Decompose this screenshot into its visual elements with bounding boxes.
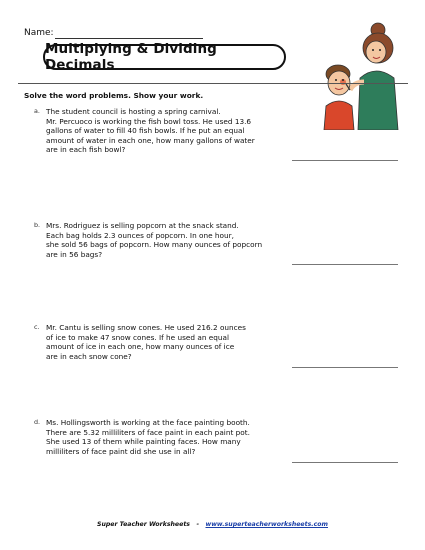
problem-line: Mr. Cantu is selling snow cones. He used 216.2 ounces — [46, 323, 246, 332]
footer-brand: Super Teacher Worksheets — [96, 521, 190, 528]
problem-line: Each bag holds 2.3 ounces of popcorn. In one hour, — [46, 230, 234, 240]
problem-line: Mrs. Rodriguez is selling popcorn at the snack stand. — [46, 221, 239, 230]
problem-line: are in each fish bowl? — [46, 145, 126, 155]
problem-b — [34, 221, 294, 259]
problem-line: of ice to make 47 snow cones. If he used an equal — [46, 332, 230, 342]
problem-letter: c. — [34, 323, 40, 331]
problem-line: Ms. Hollingsworth is working at the face painting booth. — [46, 418, 250, 427]
problem-line: amount of ice in each one, how many ounces of ice — [46, 342, 235, 352]
problem-line: she sold 56 bags of popcorn. How many ounces of popcorn — [46, 240, 263, 250]
answer-line-a[interactable] — [292, 160, 398, 161]
problem-line: are in each snow cone? — [46, 351, 132, 361]
problem-c — [34, 323, 294, 361]
answer-line-c[interactable] — [292, 367, 398, 368]
answer-line-d[interactable] — [292, 462, 398, 463]
problem-line: gallons of water to fill 40 fish bowls. If he put an equal — [46, 126, 245, 136]
name-line[interactable] — [55, 38, 203, 39]
problem-a — [34, 107, 294, 155]
problem-line: Mr. Percuoco is working the fish bowl toss. He used 13.6 — [46, 116, 252, 126]
face-painting-illustration-icon — [318, 20, 404, 130]
problem-line: There are 5.32 milliliters of face paint in each paint pot. — [46, 427, 250, 437]
problem-line: amount of water in each one, how many gallons of water — [46, 135, 255, 145]
footer-separator: - — [196, 521, 200, 528]
problem-letter: b. — [34, 221, 41, 229]
problem-line: The student council is hosting a spring carnival. — [46, 107, 221, 116]
problem-letter: a. — [34, 107, 40, 115]
title-box — [43, 41, 286, 73]
problem-line: milliliters of face paint did she use in all? — [46, 446, 196, 456]
footer-url-link[interactable]: www.superteacherworksheets.com — [205, 521, 328, 528]
problem-line: She used 13 of them while painting faces. How many — [46, 437, 241, 447]
worksheet-title: Multiplying & Dividing Decimals — [45, 41, 217, 73]
answer-line-b[interactable] — [292, 264, 398, 265]
header-divider — [18, 83, 408, 84]
problem-d — [34, 418, 294, 456]
problem-letter: d. — [34, 418, 41, 426]
name-label: Name: — [24, 28, 54, 38]
problem-line: are in 56 bags? — [46, 249, 103, 259]
instructions: Solve the word problems. Show your work. — [24, 91, 204, 100]
footer — [0, 521, 425, 528]
